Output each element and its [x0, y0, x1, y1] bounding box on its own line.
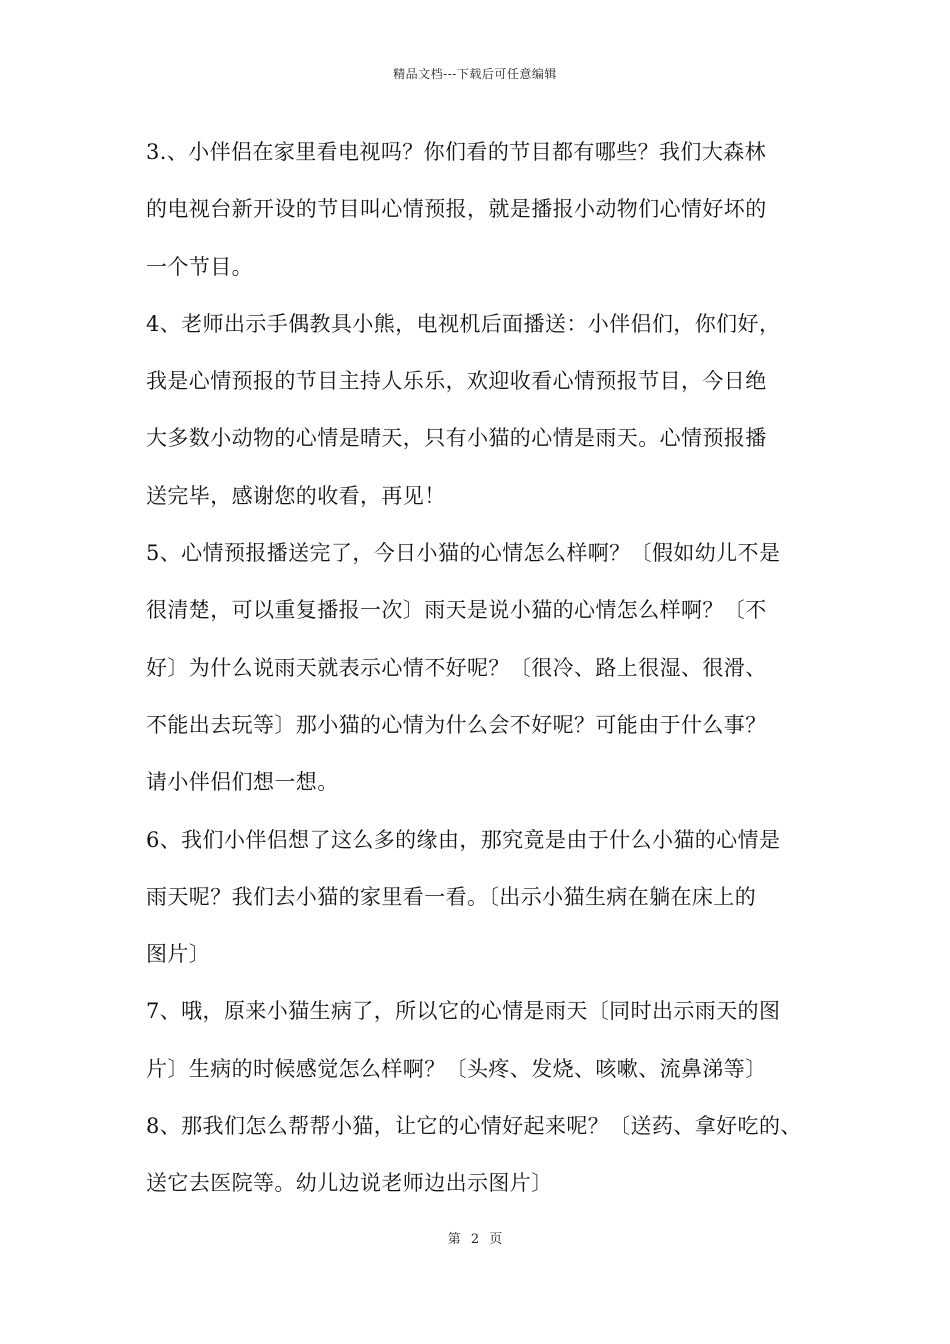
body-line: 6、我们小伴侣想了这么多的缘由，那究竟是由于什么小猫的心情是 — [146, 827, 781, 852]
page-header: 精品文档---下载后可任意编辑 — [393, 67, 557, 81]
body-line: 送完毕，感谢您的收看，再见！ — [146, 483, 446, 508]
page-footer — [0, 1228, 950, 1247]
body-line: 4、老师出示手偶教具小熊，电视机后面播送：小伴侣们，你们好， — [146, 311, 781, 336]
body-line: 送它去医院等。幼儿边说老师边出示图片〕 — [146, 1171, 553, 1196]
body-line: 请小伴侣们想一想。 — [146, 770, 339, 795]
page-number: 2 — [470, 1232, 480, 1247]
body-line: 大多数小动物的心情是晴天，只有小猫的心情是雨天。心情预报播 — [146, 426, 767, 451]
document-body — [146, 134, 814, 1223]
page-footer-prefix: 第 — [447, 1232, 461, 1247]
body-line: 图片〕 — [146, 942, 211, 967]
body-line: 不能出去玩等〕那小猫的心情为什么会不好呢？可能由于什么事？ — [146, 712, 767, 737]
body-line: 3.、小伴侣在家里看电视吗？你们看的节目都有哪些？我们大森林 — [146, 140, 767, 164]
body-line: 5、心情预报播送完了，今日小猫的心情怎么样啊？〔假如幼儿不是 — [146, 541, 781, 566]
body-line: 我是心情预报的节目主持人乐乐，欢迎收看心情预报节目，今日绝 — [146, 369, 767, 394]
body-line: 很清楚，可以重复播报一次〕雨天是说小猫的心情怎么样啊？〔不 — [146, 598, 767, 623]
body-line: 7、哦，原来小猫生病了，所以它的心情是雨天〔同时出示雨天的图 — [146, 999, 781, 1024]
page-footer-suffix: 页 — [489, 1232, 503, 1247]
body-line: 雨天呢？我们去小猫的家里看一看。〔出示小猫生病在躺在床上的 — [146, 884, 757, 909]
body-line: 片〕生病的时候感觉怎么样啊？〔头疼、发烧、咳嗽、流鼻涕等〕 — [146, 1056, 767, 1081]
body-line: 好〕为什么说雨天就表示心情不好呢？〔很冷、路上很湿、很滑、 — [146, 655, 767, 680]
body-line: 一个节目。 — [146, 254, 253, 279]
body-line: 8、那我们怎么帮帮小猫，让它的心情好起来呢？〔送药、拿好吃的、 — [146, 1114, 802, 1139]
body-line: 的电视台新开设的节目叫心情预报，就是播报小动物们心情好坏的 — [146, 197, 767, 222]
